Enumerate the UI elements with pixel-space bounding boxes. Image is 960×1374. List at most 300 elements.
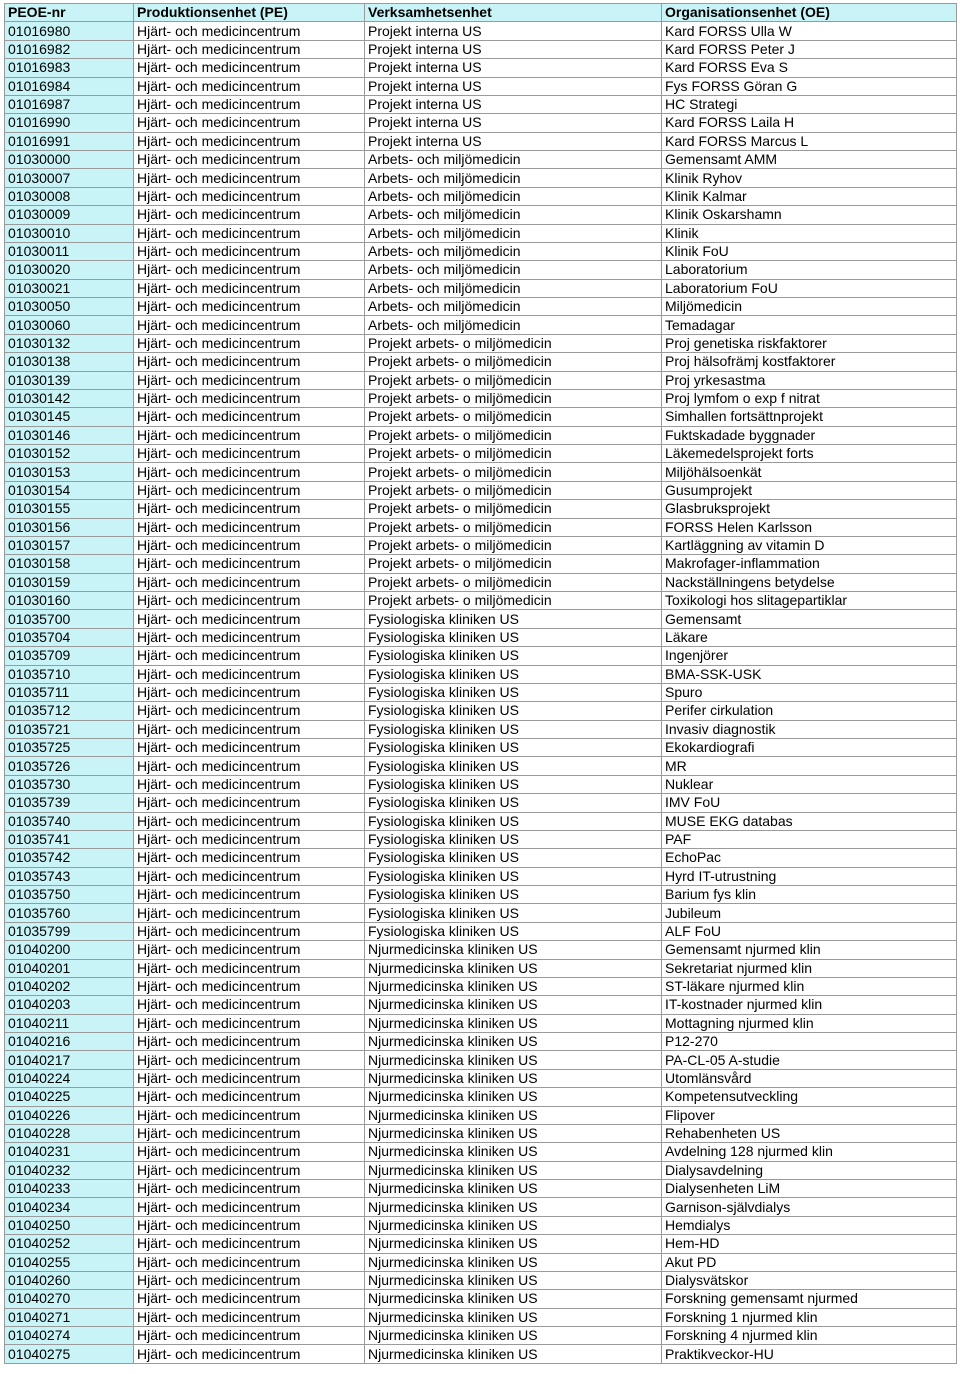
table-row bbox=[5, 977, 957, 995]
verksamhetsenhet-cell: Njurmedicinska kliniken US bbox=[365, 1198, 662, 1216]
produktionsenhet-cell: Hjärt- och medicincentrum bbox=[134, 775, 365, 793]
verksamhetsenhet-cell: Projekt arbets- o miljömedicin bbox=[365, 463, 662, 481]
verksamhetsenhet-cell: Njurmedicinska kliniken US bbox=[365, 1327, 662, 1345]
produktionsenhet-cell: Hjärt- och medicincentrum bbox=[134, 1124, 365, 1142]
verksamhetsenhet-cell: Projekt arbets- o miljömedicin bbox=[365, 371, 662, 389]
organisationsenhet-cell: Dialysenheten LiM bbox=[662, 1180, 957, 1198]
produktionsenhet-cell: Hjärt- och medicincentrum bbox=[134, 1235, 365, 1253]
table-row bbox=[5, 1124, 957, 1142]
verksamhetsenhet-cell: Fysiologiska kliniken US bbox=[365, 849, 662, 867]
peoe-nr-cell: 01030155 bbox=[5, 500, 134, 518]
peoe-nr-cell: 01035760 bbox=[5, 904, 134, 922]
column-header-organisationsenhet: Organisationsenhet (OE) bbox=[662, 4, 957, 22]
verksamhetsenhet-cell: Njurmedicinska kliniken US bbox=[365, 1106, 662, 1124]
verksamhetsenhet-cell: Njurmedicinska kliniken US bbox=[365, 1308, 662, 1326]
peoe-nr-cell: 01030138 bbox=[5, 353, 134, 371]
produktionsenhet-cell: Hjärt- och medicincentrum bbox=[134, 279, 365, 297]
organisationsenhet-cell: Läkemedelsprojekt forts bbox=[662, 445, 957, 463]
organisationsenhet-cell: Toxikologi hos slitagepartiklar bbox=[662, 592, 957, 610]
organisationsenhet-cell: HC Strategi bbox=[662, 95, 957, 113]
organisationsenhet-cell: Perifer cirkulation bbox=[662, 702, 957, 720]
column-header-verksamhetsenhet: Verksamhetsenhet bbox=[365, 4, 662, 22]
peoe-nr-cell: 01035725 bbox=[5, 739, 134, 757]
verksamhetsenhet-cell: Projekt arbets- o miljömedicin bbox=[365, 389, 662, 407]
produktionsenhet-cell: Hjärt- och medicincentrum bbox=[134, 132, 365, 150]
verksamhetsenhet-cell: Projekt arbets- o miljömedicin bbox=[365, 555, 662, 573]
peoe-nr-cell: 01030153 bbox=[5, 463, 134, 481]
peoe-nr-cell: 01030146 bbox=[5, 426, 134, 444]
peoe-nr-cell: 01030139 bbox=[5, 371, 134, 389]
produktionsenhet-cell: Hjärt- och medicincentrum bbox=[134, 353, 365, 371]
organisationsenhet-cell: PA-CL-05 A-studie bbox=[662, 1051, 957, 1069]
peoe-nr-cell: 01040271 bbox=[5, 1308, 134, 1326]
table-row bbox=[5, 794, 957, 812]
verksamhetsenhet-cell: Projekt interna US bbox=[365, 114, 662, 132]
produktionsenhet-cell: Hjärt- och medicincentrum bbox=[134, 1143, 365, 1161]
table-row bbox=[5, 371, 957, 389]
peoe-nr-cell: 01040274 bbox=[5, 1327, 134, 1345]
organisationsenhet-cell: P12-270 bbox=[662, 1033, 957, 1051]
verksamhetsenhet-cell: Arbets- och miljömedicin bbox=[365, 206, 662, 224]
verksamhetsenhet-cell: Fysiologiska kliniken US bbox=[365, 922, 662, 940]
organisationsenhet-cell: Gemensamt bbox=[662, 610, 957, 628]
peoe-nr-cell: 01035711 bbox=[5, 683, 134, 701]
organisationsenhet-cell: Proj hälsofrämj kostfaktorer bbox=[662, 353, 957, 371]
organisation-table-container bbox=[4, 3, 956, 1364]
peoe-nr-cell: 01035799 bbox=[5, 922, 134, 940]
peoe-nr-cell: 01040233 bbox=[5, 1180, 134, 1198]
organisationsenhet-cell: PAF bbox=[662, 830, 957, 848]
produktionsenhet-cell: Hjärt- och medicincentrum bbox=[134, 830, 365, 848]
table-row bbox=[5, 592, 957, 610]
organisationsenhet-cell: Forskning 1 njurmed klin bbox=[662, 1308, 957, 1326]
table-header bbox=[5, 4, 957, 22]
produktionsenhet-cell: Hjärt- och medicincentrum bbox=[134, 1051, 365, 1069]
verksamhetsenhet-cell: Projekt arbets- o miljömedicin bbox=[365, 408, 662, 426]
produktionsenhet-cell: Hjärt- och medicincentrum bbox=[134, 867, 365, 885]
organisationsenhet-cell: Nackställningens betydelse bbox=[662, 573, 957, 591]
peoe-nr-cell: 01040201 bbox=[5, 959, 134, 977]
peoe-nr-cell: 01030145 bbox=[5, 408, 134, 426]
verksamhetsenhet-cell: Projekt arbets- o miljömedicin bbox=[365, 445, 662, 463]
table-row bbox=[5, 1235, 957, 1253]
produktionsenhet-cell: Hjärt- och medicincentrum bbox=[134, 959, 365, 977]
produktionsenhet-cell: Hjärt- och medicincentrum bbox=[134, 628, 365, 646]
table-row bbox=[5, 242, 957, 260]
verksamhetsenhet-cell: Fysiologiska kliniken US bbox=[365, 812, 662, 830]
produktionsenhet-cell: Hjärt- och medicincentrum bbox=[134, 757, 365, 775]
produktionsenhet-cell: Hjärt- och medicincentrum bbox=[134, 334, 365, 352]
verksamhetsenhet-cell: Projekt arbets- o miljömedicin bbox=[365, 353, 662, 371]
table-row bbox=[5, 720, 957, 738]
peoe-nr-cell: 01040231 bbox=[5, 1143, 134, 1161]
verksamhetsenhet-cell: Projekt interna US bbox=[365, 59, 662, 77]
produktionsenhet-cell: Hjärt- och medicincentrum bbox=[134, 977, 365, 995]
produktionsenhet-cell: Hjärt- och medicincentrum bbox=[134, 720, 365, 738]
table-row bbox=[5, 151, 957, 169]
produktionsenhet-cell: Hjärt- och medicincentrum bbox=[134, 408, 365, 426]
produktionsenhet-cell: Hjärt- och medicincentrum bbox=[134, 536, 365, 554]
peoe-nr-cell: 01040203 bbox=[5, 996, 134, 1014]
peoe-nr-cell: 01030010 bbox=[5, 224, 134, 242]
organisationsenhet-cell: Temadagar bbox=[662, 316, 957, 334]
table-row bbox=[5, 22, 957, 40]
produktionsenhet-cell: Hjärt- och medicincentrum bbox=[134, 95, 365, 113]
table-row bbox=[5, 922, 957, 940]
table-row bbox=[5, 1106, 957, 1124]
peoe-nr-cell: 01040252 bbox=[5, 1235, 134, 1253]
produktionsenhet-cell: Hjärt- och medicincentrum bbox=[134, 702, 365, 720]
verksamhetsenhet-cell: Projekt interna US bbox=[365, 132, 662, 150]
verksamhetsenhet-cell: Njurmedicinska kliniken US bbox=[365, 1124, 662, 1142]
verksamhetsenhet-cell: Projekt arbets- o miljömedicin bbox=[365, 573, 662, 591]
produktionsenhet-cell: Hjärt- och medicincentrum bbox=[134, 1161, 365, 1179]
produktionsenhet-cell: Hjärt- och medicincentrum bbox=[134, 114, 365, 132]
peoe-nr-cell: 01030132 bbox=[5, 334, 134, 352]
verksamhetsenhet-cell: Arbets- och miljömedicin bbox=[365, 242, 662, 260]
verksamhetsenhet-cell: Fysiologiska kliniken US bbox=[365, 830, 662, 848]
organisationsenhet-cell: Akut PD bbox=[662, 1253, 957, 1271]
organisationsenhet-cell: Miljömedicin bbox=[662, 298, 957, 316]
organisationsenhet-cell: Forskning gemensamt njurmed bbox=[662, 1290, 957, 1308]
verksamhetsenhet-cell: Projekt interna US bbox=[365, 40, 662, 58]
table-row bbox=[5, 702, 957, 720]
peoe-nr-cell: 01040217 bbox=[5, 1051, 134, 1069]
organisationsenhet-cell: Kard FORSS Marcus L bbox=[662, 132, 957, 150]
produktionsenhet-cell: Hjärt- och medicincentrum bbox=[134, 22, 365, 40]
verksamhetsenhet-cell: Arbets- och miljömedicin bbox=[365, 187, 662, 205]
verksamhetsenhet-cell: Njurmedicinska kliniken US bbox=[365, 959, 662, 977]
organisationsenhet-cell: Kartläggning av vitamin D bbox=[662, 536, 957, 554]
organisationsenhet-cell: MR bbox=[662, 757, 957, 775]
produktionsenhet-cell: Hjärt- och medicincentrum bbox=[134, 445, 365, 463]
organisationsenhet-cell: Proj lymfom o exp f nitrat bbox=[662, 389, 957, 407]
verksamhetsenhet-cell: Fysiologiska kliniken US bbox=[365, 702, 662, 720]
table-row bbox=[5, 775, 957, 793]
organisationsenhet-cell: Laboratorium bbox=[662, 261, 957, 279]
table-row bbox=[5, 536, 957, 554]
verksamhetsenhet-cell: Fysiologiska kliniken US bbox=[365, 886, 662, 904]
produktionsenhet-cell: Hjärt- och medicincentrum bbox=[134, 1271, 365, 1289]
table-row bbox=[5, 279, 957, 297]
verksamhetsenhet-cell: Arbets- och miljömedicin bbox=[365, 261, 662, 279]
produktionsenhet-cell: Hjärt- och medicincentrum bbox=[134, 1088, 365, 1106]
produktionsenhet-cell: Hjärt- och medicincentrum bbox=[134, 1308, 365, 1326]
produktionsenhet-cell: Hjärt- och medicincentrum bbox=[134, 59, 365, 77]
verksamhetsenhet-cell: Arbets- och miljömedicin bbox=[365, 224, 662, 242]
peoe-nr-cell: 01016982 bbox=[5, 40, 134, 58]
verksamhetsenhet-cell: Fysiologiska kliniken US bbox=[365, 904, 662, 922]
organisationsenhet-cell: ST-läkare njurmed klin bbox=[662, 977, 957, 995]
verksamhetsenhet-cell: Fysiologiska kliniken US bbox=[365, 720, 662, 738]
column-header-produktionsenhet: Produktionsenhet (PE) bbox=[134, 4, 365, 22]
table-row bbox=[5, 426, 957, 444]
verksamhetsenhet-cell: Fysiologiska kliniken US bbox=[365, 867, 662, 885]
organisationsenhet-cell: Klinik Ryhov bbox=[662, 169, 957, 187]
verksamhetsenhet-cell: Arbets- och miljömedicin bbox=[365, 298, 662, 316]
organisationsenhet-cell: Invasiv diagnostik bbox=[662, 720, 957, 738]
organisationsenhet-cell: Mottagning njurmed klin bbox=[662, 1014, 957, 1032]
peoe-nr-cell: 01030020 bbox=[5, 261, 134, 279]
table-row bbox=[5, 1180, 957, 1198]
peoe-nr-cell: 01040270 bbox=[5, 1290, 134, 1308]
peoe-nr-cell: 01040226 bbox=[5, 1106, 134, 1124]
table-row bbox=[5, 665, 957, 683]
organisationsenhet-cell: ALF FoU bbox=[662, 922, 957, 940]
table-row bbox=[5, 757, 957, 775]
verksamhetsenhet-cell: Projekt arbets- o miljömedicin bbox=[365, 500, 662, 518]
produktionsenhet-cell: Hjärt- och medicincentrum bbox=[134, 996, 365, 1014]
verksamhetsenhet-cell: Njurmedicinska kliniken US bbox=[365, 1161, 662, 1179]
verksamhetsenhet-cell: Fysiologiska kliniken US bbox=[365, 775, 662, 793]
table-row bbox=[5, 610, 957, 628]
organisationsenhet-cell: Hem-HD bbox=[662, 1235, 957, 1253]
verksamhetsenhet-cell: Projekt arbets- o miljömedicin bbox=[365, 426, 662, 444]
organisationsenhet-cell: Proj yrkesastma bbox=[662, 371, 957, 389]
produktionsenhet-cell: Hjärt- och medicincentrum bbox=[134, 463, 365, 481]
verksamhetsenhet-cell: Projekt arbets- o miljömedicin bbox=[365, 536, 662, 554]
organisationsenhet-cell: Miljöhälsoenkät bbox=[662, 463, 957, 481]
peoe-nr-cell: 01030009 bbox=[5, 206, 134, 224]
verksamhetsenhet-cell: Projekt interna US bbox=[365, 77, 662, 95]
peoe-nr-cell: 01030008 bbox=[5, 187, 134, 205]
verksamhetsenhet-cell: Njurmedicinska kliniken US bbox=[365, 977, 662, 995]
peoe-nr-cell: 01030152 bbox=[5, 445, 134, 463]
table-row bbox=[5, 1345, 957, 1363]
peoe-nr-cell: 01035721 bbox=[5, 720, 134, 738]
verksamhetsenhet-cell: Njurmedicinska kliniken US bbox=[365, 1235, 662, 1253]
column-header-peoe-nr: PEOE-nr bbox=[5, 4, 134, 22]
organisationsenhet-cell: EchoPac bbox=[662, 849, 957, 867]
produktionsenhet-cell: Hjärt- och medicincentrum bbox=[134, 849, 365, 867]
table-row bbox=[5, 904, 957, 922]
organisationsenhet-cell: Läkare bbox=[662, 628, 957, 646]
peoe-nr-cell: 01040275 bbox=[5, 1345, 134, 1363]
table-row bbox=[5, 647, 957, 665]
organisationsenhet-cell: Hemdialys bbox=[662, 1216, 957, 1234]
produktionsenhet-cell: Hjärt- och medicincentrum bbox=[134, 812, 365, 830]
produktionsenhet-cell: Hjärt- och medicincentrum bbox=[134, 739, 365, 757]
peoe-nr-cell: 01016980 bbox=[5, 22, 134, 40]
verksamhetsenhet-cell: Projekt arbets- o miljömedicin bbox=[365, 592, 662, 610]
organisationsenhet-cell: Spuro bbox=[662, 683, 957, 701]
peoe-nr-cell: 01016987 bbox=[5, 95, 134, 113]
produktionsenhet-cell: Hjärt- och medicincentrum bbox=[134, 592, 365, 610]
produktionsenhet-cell: Hjärt- och medicincentrum bbox=[134, 1033, 365, 1051]
organisationsenhet-cell: Avdelning 128 njurmed klin bbox=[662, 1143, 957, 1161]
produktionsenhet-cell: Hjärt- och medicincentrum bbox=[134, 518, 365, 536]
produktionsenhet-cell: Hjärt- och medicincentrum bbox=[134, 922, 365, 940]
produktionsenhet-cell: Hjärt- och medicincentrum bbox=[134, 500, 365, 518]
peoe-nr-cell: 01030060 bbox=[5, 316, 134, 334]
organisationsenhet-cell: Jubileum bbox=[662, 904, 957, 922]
organisationsenhet-cell: Rehabenheten US bbox=[662, 1124, 957, 1142]
verksamhetsenhet-cell: Njurmedicinska kliniken US bbox=[365, 1216, 662, 1234]
table-row bbox=[5, 518, 957, 536]
produktionsenhet-cell: Hjärt- och medicincentrum bbox=[134, 298, 365, 316]
table-row bbox=[5, 1088, 957, 1106]
produktionsenhet-cell: Hjärt- och medicincentrum bbox=[134, 40, 365, 58]
table-row bbox=[5, 628, 957, 646]
peoe-nr-cell: 01030007 bbox=[5, 169, 134, 187]
organisationsenhet-cell: Praktikveckor-HU bbox=[662, 1345, 957, 1363]
organisationsenhet-cell: BMA-SSK-USK bbox=[662, 665, 957, 683]
table-row bbox=[5, 739, 957, 757]
peoe-nr-cell: 01035704 bbox=[5, 628, 134, 646]
produktionsenhet-cell: Hjärt- och medicincentrum bbox=[134, 316, 365, 334]
organisationsenhet-cell: Ekokardiografi bbox=[662, 739, 957, 757]
peoe-nr-cell: 01040224 bbox=[5, 1069, 134, 1087]
organisation-table bbox=[4, 3, 957, 1364]
table-row bbox=[5, 1308, 957, 1326]
verksamhetsenhet-cell: Fysiologiska kliniken US bbox=[365, 647, 662, 665]
table-row bbox=[5, 812, 957, 830]
verksamhetsenhet-cell: Projekt interna US bbox=[365, 95, 662, 113]
organisationsenhet-cell: Gusumprojekt bbox=[662, 481, 957, 499]
peoe-nr-cell: 01016991 bbox=[5, 132, 134, 150]
verksamhetsenhet-cell: Njurmedicinska kliniken US bbox=[365, 1271, 662, 1289]
table-row bbox=[5, 1290, 957, 1308]
peoe-nr-cell: 01040234 bbox=[5, 1198, 134, 1216]
organisationsenhet-cell: Kard FORSS Laila H bbox=[662, 114, 957, 132]
table-row bbox=[5, 1143, 957, 1161]
verksamhetsenhet-cell: Njurmedicinska kliniken US bbox=[365, 941, 662, 959]
peoe-nr-cell: 01040225 bbox=[5, 1088, 134, 1106]
table-row bbox=[5, 408, 957, 426]
verksamhetsenhet-cell: Njurmedicinska kliniken US bbox=[365, 1051, 662, 1069]
organisationsenhet-cell: Fys FORSS Göran G bbox=[662, 77, 957, 95]
produktionsenhet-cell: Hjärt- och medicincentrum bbox=[134, 941, 365, 959]
organisationsenhet-cell: Garnison-självdialys bbox=[662, 1198, 957, 1216]
peoe-nr-cell: 01030142 bbox=[5, 389, 134, 407]
verksamhetsenhet-cell: Njurmedicinska kliniken US bbox=[365, 1069, 662, 1087]
table-row bbox=[5, 959, 957, 977]
peoe-nr-cell: 01016990 bbox=[5, 114, 134, 132]
table-row bbox=[5, 77, 957, 95]
table-row bbox=[5, 1051, 957, 1069]
table-body bbox=[5, 22, 957, 1363]
peoe-nr-cell: 01035730 bbox=[5, 775, 134, 793]
table-row bbox=[5, 481, 957, 499]
peoe-nr-cell: 01040232 bbox=[5, 1161, 134, 1179]
verksamhetsenhet-cell: Njurmedicinska kliniken US bbox=[365, 1345, 662, 1363]
produktionsenhet-cell: Hjärt- och medicincentrum bbox=[134, 555, 365, 573]
organisationsenhet-cell: Sekretariat njurmed klin bbox=[662, 959, 957, 977]
organisationsenhet-cell: Proj genetiska riskfaktorer bbox=[662, 334, 957, 352]
table-row bbox=[5, 849, 957, 867]
organisationsenhet-cell: IMV FoU bbox=[662, 794, 957, 812]
organisationsenhet-cell: Laboratorium FoU bbox=[662, 279, 957, 297]
table-row bbox=[5, 187, 957, 205]
produktionsenhet-cell: Hjärt- och medicincentrum bbox=[134, 371, 365, 389]
table-row bbox=[5, 830, 957, 848]
produktionsenhet-cell: Hjärt- och medicincentrum bbox=[134, 481, 365, 499]
produktionsenhet-cell: Hjärt- och medicincentrum bbox=[134, 77, 365, 95]
produktionsenhet-cell: Hjärt- och medicincentrum bbox=[134, 665, 365, 683]
peoe-nr-cell: 01035710 bbox=[5, 665, 134, 683]
organisationsenhet-cell: Gemensamt AMM bbox=[662, 151, 957, 169]
table-row bbox=[5, 261, 957, 279]
table-row bbox=[5, 1161, 957, 1179]
table-row bbox=[5, 996, 957, 1014]
table-row bbox=[5, 59, 957, 77]
peoe-nr-cell: 01035743 bbox=[5, 867, 134, 885]
peoe-nr-cell: 01040228 bbox=[5, 1124, 134, 1142]
produktionsenhet-cell: Hjärt- och medicincentrum bbox=[134, 1345, 365, 1363]
produktionsenhet-cell: Hjärt- och medicincentrum bbox=[134, 261, 365, 279]
verksamhetsenhet-cell: Fysiologiska kliniken US bbox=[365, 794, 662, 812]
peoe-nr-cell: 01030021 bbox=[5, 279, 134, 297]
peoe-nr-cell: 01040200 bbox=[5, 941, 134, 959]
verksamhetsenhet-cell: Projekt arbets- o miljömedicin bbox=[365, 334, 662, 352]
verksamhetsenhet-cell: Arbets- och miljömedicin bbox=[365, 151, 662, 169]
peoe-nr-cell: 01016983 bbox=[5, 59, 134, 77]
verksamhetsenhet-cell: Njurmedicinska kliniken US bbox=[365, 1290, 662, 1308]
produktionsenhet-cell: Hjärt- och medicincentrum bbox=[134, 647, 365, 665]
organisationsenhet-cell: IT-kostnader njurmed klin bbox=[662, 996, 957, 1014]
peoe-nr-cell: 01035750 bbox=[5, 886, 134, 904]
organisationsenhet-cell: Kard FORSS Eva S bbox=[662, 59, 957, 77]
verksamhetsenhet-cell: Projekt arbets- o miljömedicin bbox=[365, 481, 662, 499]
table-row bbox=[5, 886, 957, 904]
verksamhetsenhet-cell: Arbets- och miljömedicin bbox=[365, 279, 662, 297]
table-row bbox=[5, 555, 957, 573]
produktionsenhet-cell: Hjärt- och medicincentrum bbox=[134, 886, 365, 904]
table-row bbox=[5, 867, 957, 885]
organisationsenhet-cell: Utomlänsvård bbox=[662, 1069, 957, 1087]
produktionsenhet-cell: Hjärt- och medicincentrum bbox=[134, 389, 365, 407]
produktionsenhet-cell: Hjärt- och medicincentrum bbox=[134, 1014, 365, 1032]
peoe-nr-cell: 01030160 bbox=[5, 592, 134, 610]
organisationsenhet-cell: Nuklear bbox=[662, 775, 957, 793]
peoe-nr-cell: 01035739 bbox=[5, 794, 134, 812]
organisationsenhet-cell: Forskning 4 njurmed klin bbox=[662, 1327, 957, 1345]
peoe-nr-cell: 01040202 bbox=[5, 977, 134, 995]
peoe-nr-cell: 01040255 bbox=[5, 1253, 134, 1271]
produktionsenhet-cell: Hjärt- och medicincentrum bbox=[134, 1198, 365, 1216]
table-row bbox=[5, 169, 957, 187]
produktionsenhet-cell: Hjärt- och medicincentrum bbox=[134, 1216, 365, 1234]
peoe-nr-cell: 01030154 bbox=[5, 481, 134, 499]
peoe-nr-cell: 01030157 bbox=[5, 536, 134, 554]
table-row bbox=[5, 1216, 957, 1234]
organisationsenhet-cell: FORSS Helen Karlsson bbox=[662, 518, 957, 536]
organisationsenhet-cell: Gemensamt njurmed klin bbox=[662, 941, 957, 959]
organisationsenhet-cell: Flipover bbox=[662, 1106, 957, 1124]
verksamhetsenhet-cell: Njurmedicinska kliniken US bbox=[365, 1253, 662, 1271]
produktionsenhet-cell: Hjärt- och medicincentrum bbox=[134, 904, 365, 922]
verksamhetsenhet-cell: Projekt interna US bbox=[365, 22, 662, 40]
produktionsenhet-cell: Hjärt- och medicincentrum bbox=[134, 610, 365, 628]
table-row bbox=[5, 353, 957, 371]
organisationsenhet-cell: Barium fys klin bbox=[662, 886, 957, 904]
produktionsenhet-cell: Hjärt- och medicincentrum bbox=[134, 1253, 365, 1271]
table-row bbox=[5, 334, 957, 352]
verksamhetsenhet-cell: Njurmedicinska kliniken US bbox=[365, 1088, 662, 1106]
verksamhetsenhet-cell: Njurmedicinska kliniken US bbox=[365, 1033, 662, 1051]
table-row bbox=[5, 573, 957, 591]
produktionsenhet-cell: Hjärt- och medicincentrum bbox=[134, 1180, 365, 1198]
table-row bbox=[5, 445, 957, 463]
peoe-nr-cell: 01035740 bbox=[5, 812, 134, 830]
table-row bbox=[5, 683, 957, 701]
header-row bbox=[5, 4, 957, 22]
table-row bbox=[5, 389, 957, 407]
peoe-nr-cell: 01030011 bbox=[5, 242, 134, 260]
table-row bbox=[5, 224, 957, 242]
produktionsenhet-cell: Hjärt- och medicincentrum bbox=[134, 187, 365, 205]
organisationsenhet-cell: Makrofager-inflammation bbox=[662, 555, 957, 573]
